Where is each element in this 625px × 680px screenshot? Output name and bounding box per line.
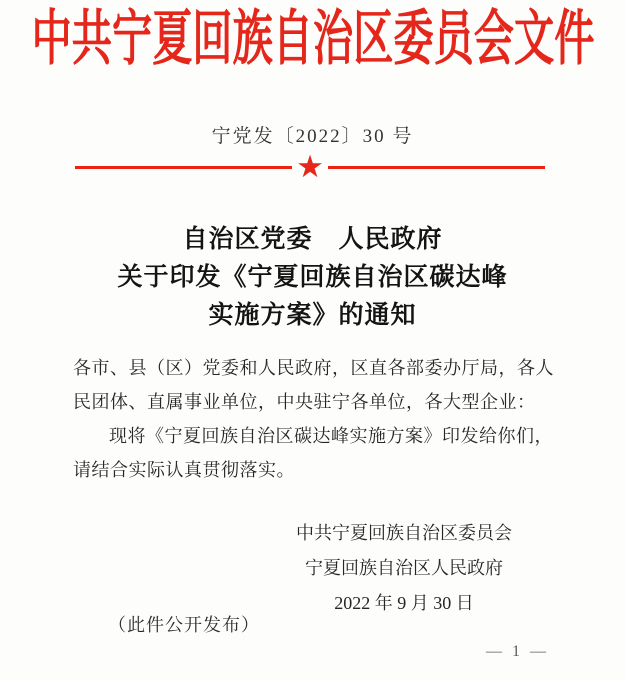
signature-block — [296, 516, 512, 621]
body-line-4: 请结合实际认真贯彻落实。 — [73, 460, 295, 480]
rule-left-segment — [75, 166, 292, 169]
red-separator-rule — [75, 148, 545, 184]
masthead-org-title: 中共宁夏回族自治区委员会文件 — [31, 6, 594, 72]
title-line-3: 实施方案》的通知 — [208, 302, 417, 329]
rule-right-segment — [328, 166, 545, 169]
signature-org-1: 中共宁夏回族自治区委员会 — [296, 523, 512, 543]
document-body — [73, 351, 555, 487]
title-line-2: 关于印发《宁夏回族自治区碳达峰 — [117, 264, 508, 291]
document-number: 宁党发〔2022〕30 号 — [211, 126, 414, 147]
masthead — [0, 6, 625, 72]
body-line-3: 现将《宁夏回族自治区碳达峰实施方案》印发给你们， — [109, 426, 553, 446]
document-title — [0, 221, 625, 335]
signature-date: 2022 年 9 月 30 日 — [334, 593, 474, 613]
title-line-1: 自治区党委 人民政府 — [182, 226, 443, 253]
signature-org-2: 宁夏回族自治区人民政府 — [305, 558, 503, 578]
body-line-2: 民团体、直属事业单位，中央驻宁各单位，各大型企业： — [73, 392, 536, 412]
page-number: — 1 — — [486, 643, 549, 660]
star-icon: ★ — [296, 148, 324, 184]
public-release-note: （此件公开发布） — [108, 615, 260, 635]
body-line-1: 各市、县（区）党委和人民政府，区直各部委办厅局，各人 — [73, 358, 554, 378]
